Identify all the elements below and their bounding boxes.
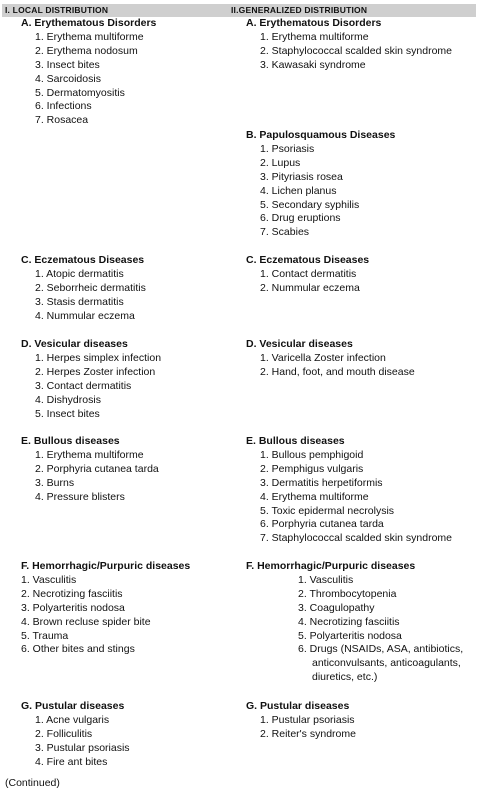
section-title: D. Vesicular diseases — [21, 338, 128, 350]
list-item: 7. Staphylococcal scalded skin syndrome — [260, 532, 453, 545]
list-item: 2. Herpes Zoster infection — [35, 365, 156, 378]
section-title: C. Eczematous Diseases — [21, 254, 145, 266]
list-item: 2. Nummular eczema — [260, 281, 360, 294]
section-title: A. Erythematous Disorders — [246, 17, 382, 29]
list-item: 2. Folliculitis — [35, 727, 93, 740]
list-item: 5. Dermatomyositis — [35, 86, 125, 99]
generalized-hemorrhagic-section — [246, 560, 477, 685]
list-item: 7. Rosacea — [35, 114, 89, 127]
list-item: 1. Vasculitis — [298, 573, 354, 586]
list-item: 1. Pustular psoriasis — [260, 713, 355, 726]
section-title: F. Hemorrhagic/Purpuric diseases — [246, 560, 416, 572]
list-item: 3. Insect bites — [35, 58, 100, 71]
table-header-bar — [2, 4, 476, 17]
list-item: 5. Toxic epidermal necrolysis — [260, 504, 395, 517]
generalized-pustular-section — [246, 700, 356, 742]
list-item: 6. Drugs (NSAIDs, ASA, antibiotics, anticonvulsants, anticoagulants, diuretics, etc.) — [298, 643, 464, 684]
section-title: E. Bullous diseases — [246, 435, 345, 447]
local-hemorrhagic-section — [21, 560, 190, 657]
list-item: 6. Drug eruptions — [260, 212, 341, 225]
section-title: F. Hemorrhagic/Purpuric diseases — [21, 560, 191, 572]
list-item: 1. Contact dermatitis — [260, 267, 357, 280]
section-title: C. Eczematous Diseases — [246, 254, 370, 266]
list-item: 2. Reiter's syndrome — [260, 727, 356, 740]
list-item: 2. Necrotizing fasciitis — [21, 587, 123, 600]
list-item: 4. Pressure blisters — [35, 490, 125, 503]
section-title: D. Vesicular diseases — [246, 338, 353, 350]
list-item: 3. Coagulopathy — [298, 601, 375, 614]
list-item: 4. Dishydrosis — [35, 393, 101, 406]
list-item: 2. Lupus — [260, 156, 301, 169]
list-item: 1. Varicella Zoster infection — [260, 351, 386, 364]
list-item: 2. Thrombocytopenia — [298, 587, 397, 600]
list-item: 2. Pemphigus vulgaris — [260, 462, 364, 475]
list-item: 1. Erythema multiforme — [35, 30, 144, 43]
list-item: 4. Necrotizing fasciitis — [298, 615, 400, 628]
local-vesicular-section — [21, 338, 161, 421]
generalized-erythematous-section — [246, 17, 452, 73]
section-title: G. Pustular diseases — [246, 700, 350, 712]
list-item: 4. Lichen planus — [260, 184, 337, 197]
list-item: 3. Burns — [35, 476, 75, 489]
list-item: 1. Acne vulgaris — [35, 713, 110, 726]
list-item: 4. Erythema multiforme — [260, 490, 369, 503]
local-pustular-section — [21, 700, 130, 770]
list-item: 1. Herpes simplex infection — [35, 351, 162, 364]
list-item: 2. Hand, foot, and mouth disease — [260, 365, 415, 378]
list-item: 3. Stasis dermatitis — [35, 295, 124, 308]
list-item: 5. Polyarteritis nodosa — [298, 629, 402, 642]
list-item: 7. Scabies — [260, 226, 310, 239]
section-title: A. Erythematous Disorders — [21, 17, 157, 29]
list-item: 3. Pityriasis rosea — [260, 170, 343, 183]
generalized-bullous-section — [246, 435, 452, 546]
header-local-distribution: I. LOCAL DISTRIBUTION — [5, 5, 109, 15]
list-item: 6. Other bites and stings — [21, 643, 135, 656]
list-item: 4. Nummular eczema — [35, 309, 135, 322]
list-item: 2. Erythema nodosum — [35, 44, 138, 57]
list-item: 1. Vasculitis — [21, 573, 77, 586]
list-item: 5. Insect bites — [35, 407, 100, 420]
header-generalized-distribution: II.GENERALIZED DISTRIBUTION — [231, 5, 368, 15]
generalized-eczematous-section — [246, 254, 369, 296]
list-item: 1. Erythema multiforme — [260, 30, 369, 43]
list-item: 3. Pustular psoriasis — [35, 741, 130, 754]
list-item: 5. Trauma — [21, 629, 69, 642]
continued-note: (Continued) — [5, 777, 60, 789]
local-bullous-section — [21, 435, 159, 505]
list-item: 2. Staphylococcal scalded skin syndrome — [260, 44, 453, 57]
list-item: 1. Erythema multiforme — [35, 448, 144, 461]
generalized-papulosquamous-section — [246, 129, 395, 240]
list-item: 4. Sarcoidosis — [35, 72, 101, 85]
list-item: 5. Secondary syphilis — [260, 198, 360, 211]
list-item: 3. Dermatitis herpetiformis — [260, 476, 383, 489]
list-item: 4. Brown recluse spider bite — [21, 615, 151, 628]
section-title: B. Papulosquamous Diseases — [246, 129, 396, 141]
list-item: 4. Fire ant bites — [35, 755, 108, 768]
list-item: 1. Psoriasis — [260, 142, 315, 155]
list-item: 6. Infections — [35, 100, 92, 113]
list-item: 3. Polyarteritis nodosa — [21, 601, 125, 614]
generalized-vesicular-section — [246, 338, 415, 380]
list-item: 1. Atopic dermatitis — [35, 267, 124, 280]
list-item: 1. Bullous pemphigoid — [260, 448, 364, 461]
local-eczematous-section — [21, 254, 146, 324]
section-title: E. Bullous diseases — [21, 435, 120, 447]
list-item: 3. Kawasaki syndrome — [260, 58, 366, 71]
list-item: 2. Seborrheic dermatitis — [35, 281, 146, 294]
list-item: 2. Porphyria cutanea tarda — [35, 462, 159, 475]
local-erythematous-section — [21, 17, 156, 128]
list-item: 6. Porphyria cutanea tarda — [260, 518, 384, 531]
list-item: 3. Contact dermatitis — [35, 379, 132, 392]
section-title: G. Pustular diseases — [21, 700, 125, 712]
